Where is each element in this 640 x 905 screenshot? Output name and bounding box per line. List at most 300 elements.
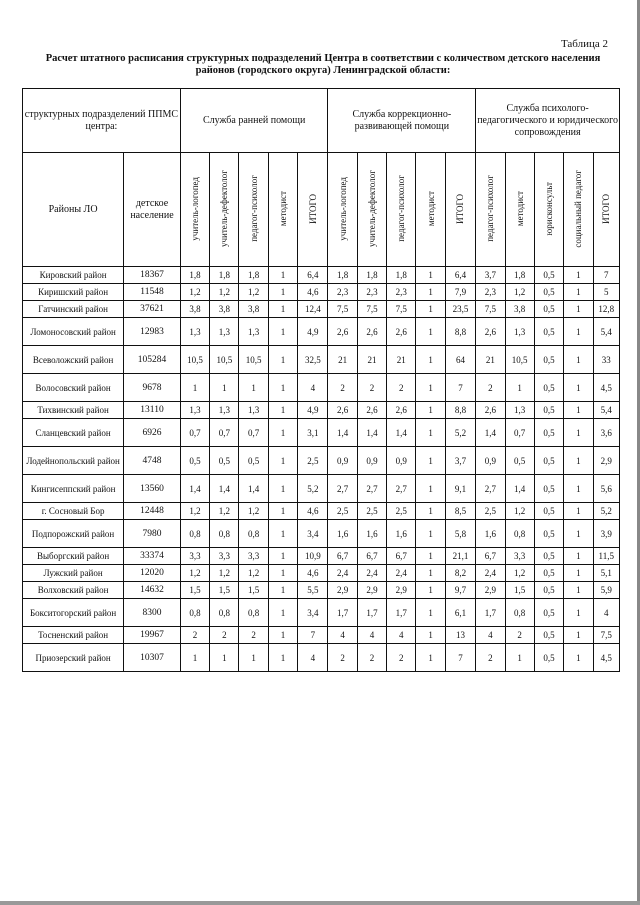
staff-value: 3,7 [476, 267, 505, 284]
staff-value: 12,8 [593, 301, 620, 318]
staff-value: 1 [268, 447, 297, 475]
staff-value: 2,6 [328, 402, 357, 419]
header-col-label: ИТОГО [307, 193, 318, 224]
staff-value: 2,6 [357, 318, 386, 346]
staff-value: 2,6 [328, 318, 357, 346]
staff-value: 0,7 [210, 419, 239, 447]
staff-value: 1 [268, 267, 297, 284]
staff-value: 0,5 [534, 644, 563, 672]
table-row [23, 318, 620, 346]
child-population: 18367 [124, 267, 181, 284]
header-col-1-4 [445, 153, 475, 267]
staff-value: 21 [328, 346, 357, 374]
staff-value: 0,7 [180, 419, 209, 447]
staff-value: 1,3 [505, 318, 534, 346]
table-row [23, 346, 620, 374]
child-population: 9678 [124, 374, 181, 402]
staff-value: 7,5 [593, 627, 620, 644]
staff-value: 7 [298, 627, 328, 644]
staff-value: 1,8 [180, 267, 209, 284]
staff-value: 0,8 [505, 599, 534, 627]
header-col-0-4 [298, 153, 328, 267]
district-name: Гатчинский район [23, 301, 124, 318]
staffing-table [22, 88, 620, 672]
staff-value: 0,5 [534, 284, 563, 301]
staff-value: 1,4 [357, 419, 386, 447]
table-caption: Таблица 2 [560, 38, 608, 50]
staff-value: 1 [416, 644, 445, 672]
staff-value: 3,7 [445, 447, 475, 475]
table-row [23, 301, 620, 318]
document-heading: Расчет штатного расписания структурных подразделений Центра в соответствии с количеством детского населения районов (городского округа) Ленинградской области: [45, 53, 601, 76]
table-row [23, 475, 620, 503]
staff-value: 3,3 [239, 548, 268, 565]
table-row [23, 599, 620, 627]
header-row-groups [23, 89, 620, 153]
staff-value: 2,9 [357, 582, 386, 599]
staff-value: 2,6 [476, 318, 505, 346]
staff-value: 1 [564, 599, 593, 627]
staff-value: 1,4 [239, 475, 268, 503]
staff-value: 8,5 [445, 503, 475, 520]
staff-value: 6,7 [476, 548, 505, 565]
staff-value: 4 [476, 627, 505, 644]
staff-value: 2,4 [387, 565, 416, 582]
staff-value: 1,3 [505, 402, 534, 419]
staff-value: 6,4 [298, 267, 328, 284]
child-population: 10307 [124, 644, 181, 672]
table-row [23, 284, 620, 301]
staff-value: 6,7 [387, 548, 416, 565]
staff-value: 0,5 [534, 520, 563, 548]
table-row [23, 447, 620, 475]
staff-value: 8,8 [445, 318, 475, 346]
header-col-label: методист [425, 190, 436, 227]
staff-value: 1,2 [505, 503, 534, 520]
staff-value: 1,7 [476, 599, 505, 627]
staff-value: 1 [180, 374, 209, 402]
staff-value: 10,5 [239, 346, 268, 374]
header-col-2-3 [564, 153, 593, 267]
header-col-label: ИТОГО [601, 193, 612, 224]
staff-value: 0,8 [210, 520, 239, 548]
table-row [23, 503, 620, 520]
staff-value: 1,2 [505, 565, 534, 582]
staff-value: 2,3 [387, 284, 416, 301]
staff-value: 3,8 [239, 301, 268, 318]
staff-value: 1 [416, 447, 445, 475]
staff-value: 5,4 [593, 402, 620, 419]
staff-value: 1 [268, 520, 297, 548]
staff-value: 0,5 [534, 374, 563, 402]
staff-value: 2,5 [387, 503, 416, 520]
table-row [23, 402, 620, 419]
staff-value: 1,4 [210, 475, 239, 503]
staff-value: 7,5 [476, 301, 505, 318]
staff-value: 4 [357, 627, 386, 644]
staff-value: 3,6 [593, 419, 620, 447]
staff-value: 2 [210, 627, 239, 644]
child-population: 6926 [124, 419, 181, 447]
staff-value: 0,5 [534, 447, 563, 475]
staff-value: 1 [416, 503, 445, 520]
staff-value: 0,7 [505, 419, 534, 447]
staff-value: 1,2 [180, 503, 209, 520]
district-name: Кировский район [23, 267, 124, 284]
staff-value: 2 [239, 627, 268, 644]
staff-value: 1,8 [387, 267, 416, 284]
staff-value: 6,7 [357, 548, 386, 565]
staff-value: 1,3 [239, 402, 268, 419]
staff-value: 0,9 [357, 447, 386, 475]
table-row [23, 565, 620, 582]
staff-value: 2,5 [328, 503, 357, 520]
child-population: 33374 [124, 548, 181, 565]
staff-value: 4,6 [298, 503, 328, 520]
staff-value: 6,4 [445, 267, 475, 284]
staff-value: 1 [564, 374, 593, 402]
staff-value: 21 [387, 346, 416, 374]
table-row [23, 644, 620, 672]
staff-value: 1,8 [357, 267, 386, 284]
staff-value: 1,2 [210, 284, 239, 301]
staff-value: 1 [564, 503, 593, 520]
header-col-label: педагог-психолог [248, 175, 259, 242]
district-name: Тихвинский район [23, 402, 124, 419]
staff-value: 1 [564, 402, 593, 419]
staff-value: 5,6 [593, 475, 620, 503]
child-population: 11548 [124, 284, 181, 301]
child-population: 14632 [124, 582, 181, 599]
child-population: 13110 [124, 402, 181, 419]
child-population: 12448 [124, 503, 181, 520]
staff-value: 1,4 [387, 419, 416, 447]
staff-value: 5,9 [593, 582, 620, 599]
staff-value: 2 [476, 644, 505, 672]
staff-value: 0,8 [239, 599, 268, 627]
staff-value: 1 [268, 644, 297, 672]
staff-value: 2,9 [476, 582, 505, 599]
header-units-label: структурных подразделений ППМС центра: [23, 89, 181, 153]
staff-value: 1 [239, 644, 268, 672]
staff-value: 9,7 [445, 582, 475, 599]
staff-value: 0,5 [534, 267, 563, 284]
staff-value: 1 [505, 374, 534, 402]
staff-value: 1,8 [210, 267, 239, 284]
staff-value: 6,1 [445, 599, 475, 627]
staff-value: 3,8 [210, 301, 239, 318]
staff-value: 2,9 [593, 447, 620, 475]
district-name: Волховский район [23, 582, 124, 599]
staff-value: 1 [564, 520, 593, 548]
header-col-1-0 [328, 153, 357, 267]
staff-value: 1 [268, 627, 297, 644]
district-name: Подпорожский район [23, 520, 124, 548]
district-name: Кингисеппский район [23, 475, 124, 503]
staff-value: 1,5 [505, 582, 534, 599]
staff-value: 1,4 [505, 475, 534, 503]
staff-value: 1 [268, 301, 297, 318]
child-population: 105284 [124, 346, 181, 374]
staff-value: 2,6 [387, 318, 416, 346]
staff-value: 3,8 [180, 301, 209, 318]
staff-value: 0,5 [534, 419, 563, 447]
staff-value: 7,5 [357, 301, 386, 318]
header-col-2-1 [505, 153, 534, 267]
header-col-label: ИТОГО [455, 193, 466, 224]
header-col-1-2 [387, 153, 416, 267]
staff-value: 11,5 [593, 548, 620, 565]
header-col-label: социальный педагог [573, 169, 584, 248]
staff-value: 4,6 [298, 284, 328, 301]
district-name: Выборгский район [23, 548, 124, 565]
staff-value: 21 [476, 346, 505, 374]
staff-value: 2,5 [476, 503, 505, 520]
staff-value: 9,1 [445, 475, 475, 503]
staff-value: 10,9 [298, 548, 328, 565]
staff-value: 1 [564, 318, 593, 346]
header-col-2-0 [476, 153, 505, 267]
staff-value: 3,3 [505, 548, 534, 565]
staff-value: 0,9 [476, 447, 505, 475]
child-population: 7980 [124, 520, 181, 548]
staff-value: 7 [445, 374, 475, 402]
district-name: Бокситогорский район [23, 599, 124, 627]
staff-value: 4,9 [298, 402, 328, 419]
staff-value: 1 [416, 284, 445, 301]
staff-value: 0,5 [534, 582, 563, 599]
staff-value: 4,6 [298, 565, 328, 582]
staff-value: 2,9 [328, 582, 357, 599]
staff-value: 4 [298, 644, 328, 672]
header-population: детское население [124, 153, 181, 267]
staff-value: 0,5 [534, 565, 563, 582]
staff-value: 4,9 [298, 318, 328, 346]
staff-value: 1 [564, 301, 593, 318]
staff-value: 23,5 [445, 301, 475, 318]
staff-value: 1 [416, 475, 445, 503]
staff-value: 2 [387, 374, 416, 402]
staff-value: 0,5 [534, 548, 563, 565]
staff-value: 3,9 [593, 520, 620, 548]
district-name: Ломоносовский район [23, 318, 124, 346]
staff-value: 2,9 [387, 582, 416, 599]
staff-value: 64 [445, 346, 475, 374]
staff-value: 0,5 [534, 475, 563, 503]
staff-value: 0,5 [534, 599, 563, 627]
staff-value: 1 [268, 346, 297, 374]
header-group-psych-legal: Служба психолого-педагогического и юридического сопровождения [476, 89, 620, 153]
district-name: г. Сосновый Бор [23, 503, 124, 520]
staff-value: 1 [564, 644, 593, 672]
staff-value: 1 [564, 267, 593, 284]
table-row [23, 419, 620, 447]
scan-edge-bottom [0, 901, 640, 905]
staff-value: 0,5 [534, 301, 563, 318]
staff-value: 0,5 [534, 346, 563, 374]
staff-value: 2,7 [387, 475, 416, 503]
staff-value: 2,3 [357, 284, 386, 301]
staff-value: 1 [268, 599, 297, 627]
staff-value: 1 [268, 475, 297, 503]
staff-value: 2 [180, 627, 209, 644]
staff-value: 12,4 [298, 301, 328, 318]
district-name: Киришский район [23, 284, 124, 301]
child-population: 8300 [124, 599, 181, 627]
header-col-1-1 [357, 153, 386, 267]
staff-value: 0,9 [328, 447, 357, 475]
staff-value: 1 [416, 599, 445, 627]
staff-value: 1 [564, 284, 593, 301]
staff-value: 4 [387, 627, 416, 644]
staff-value: 7,9 [445, 284, 475, 301]
child-population: 19967 [124, 627, 181, 644]
child-population: 13560 [124, 475, 181, 503]
table-row [23, 374, 620, 402]
staff-value: 0,9 [387, 447, 416, 475]
staff-value: 1,5 [239, 582, 268, 599]
header-col-0-1 [210, 153, 239, 267]
header-col-label: методист [514, 190, 525, 227]
staff-value: 0,5 [534, 627, 563, 644]
staff-value: 1,5 [180, 582, 209, 599]
staff-value: 1,6 [328, 520, 357, 548]
staff-value: 5,2 [298, 475, 328, 503]
staff-value: 1 [180, 644, 209, 672]
staff-value: 1 [268, 548, 297, 565]
header-col-1-3 [416, 153, 445, 267]
staff-value: 1,2 [180, 284, 209, 301]
staff-value: 2 [357, 374, 386, 402]
staff-value: 2,5 [357, 503, 386, 520]
staff-value: 1 [564, 627, 593, 644]
staff-value: 13 [445, 627, 475, 644]
staff-value: 1 [564, 582, 593, 599]
staff-value: 1 [416, 520, 445, 548]
staff-value: 2 [387, 644, 416, 672]
staff-value: 1 [416, 318, 445, 346]
staff-value: 3,4 [298, 599, 328, 627]
staff-value: 4,5 [593, 644, 620, 672]
staff-value: 1,3 [180, 318, 209, 346]
header-col-0-2 [239, 153, 268, 267]
staff-value: 2,7 [328, 475, 357, 503]
header-col-0-3 [268, 153, 297, 267]
staff-value: 1 [268, 565, 297, 582]
staff-value: 2 [505, 627, 534, 644]
staff-value: 1,2 [180, 565, 209, 582]
header-group-early-help: Служба ранней помощи [180, 89, 328, 153]
staff-value: 2,6 [387, 402, 416, 419]
staff-value: 1,2 [210, 565, 239, 582]
district-name: Лодейнопольский район [23, 447, 124, 475]
header-col-label: учитель-дефектолог [366, 169, 377, 247]
staff-value: 3,3 [180, 548, 209, 565]
staff-value: 1 [416, 627, 445, 644]
staff-value: 6,7 [328, 548, 357, 565]
table-row [23, 627, 620, 644]
staff-value: 0,5 [505, 447, 534, 475]
staff-value: 3,8 [505, 301, 534, 318]
header-col-2-2 [534, 153, 563, 267]
district-name: Тосненский район [23, 627, 124, 644]
staff-value: 1,2 [239, 565, 268, 582]
table-row [23, 520, 620, 548]
child-population: 37621 [124, 301, 181, 318]
staff-value: 2,3 [476, 284, 505, 301]
staff-value: 8,8 [445, 402, 475, 419]
staff-value: 2,7 [357, 475, 386, 503]
staff-value: 2 [328, 644, 357, 672]
header-col-label: методист [277, 190, 288, 227]
staff-value: 7 [593, 267, 620, 284]
staff-value: 1 [416, 301, 445, 318]
table-row [23, 267, 620, 284]
staff-value: 1 [268, 284, 297, 301]
header-col-0-0 [180, 153, 209, 267]
staff-value: 2,4 [476, 565, 505, 582]
staff-value: 1,8 [328, 267, 357, 284]
staff-value: 1 [416, 267, 445, 284]
district-name: Лужский район [23, 565, 124, 582]
staff-value: 1,3 [210, 402, 239, 419]
staff-value: 2,4 [328, 565, 357, 582]
staff-value: 2,4 [357, 565, 386, 582]
staff-value: 5,8 [445, 520, 475, 548]
staff-value: 4 [593, 599, 620, 627]
staff-value: 1 [416, 548, 445, 565]
staff-value: 1,7 [357, 599, 386, 627]
staff-value: 0,5 [239, 447, 268, 475]
staff-value: 5,1 [593, 565, 620, 582]
staff-value: 1 [210, 644, 239, 672]
staff-value: 32,5 [298, 346, 328, 374]
staff-value: 1,6 [357, 520, 386, 548]
header-col-label: педагог-психолог [485, 175, 496, 242]
staff-value: 1,8 [505, 267, 534, 284]
district-name: Всеволожский район [23, 346, 124, 374]
staff-value: 10,5 [210, 346, 239, 374]
staff-value: 3,3 [210, 548, 239, 565]
staff-value: 0,5 [210, 447, 239, 475]
staff-value: 2 [476, 374, 505, 402]
staff-value: 1,3 [210, 318, 239, 346]
header-col-label: учитель-логопед [337, 176, 348, 241]
staff-value: 1 [564, 565, 593, 582]
staff-value: 1,2 [505, 284, 534, 301]
staff-value: 2 [328, 374, 357, 402]
staff-value: 1,8 [239, 267, 268, 284]
header-col-label: юрисконсульт [544, 181, 554, 236]
staff-value: 1 [268, 582, 297, 599]
staff-value: 4 [328, 627, 357, 644]
staff-value: 0,8 [180, 599, 209, 627]
staff-value: 0,5 [534, 318, 563, 346]
staff-value: 1,5 [210, 582, 239, 599]
staff-value: 21,1 [445, 548, 475, 565]
district-name: Приозерский район [23, 644, 124, 672]
staff-value: 10,5 [505, 346, 534, 374]
staff-value: 2,7 [476, 475, 505, 503]
staff-value: 1,6 [476, 520, 505, 548]
staff-value: 1,3 [180, 402, 209, 419]
staff-value: 1 [564, 475, 593, 503]
header-col-label: учитель-логопед [189, 176, 200, 241]
staff-value: 0,8 [239, 520, 268, 548]
staff-value: 1,4 [476, 419, 505, 447]
staff-value: 5,4 [593, 318, 620, 346]
staff-value: 5 [593, 284, 620, 301]
